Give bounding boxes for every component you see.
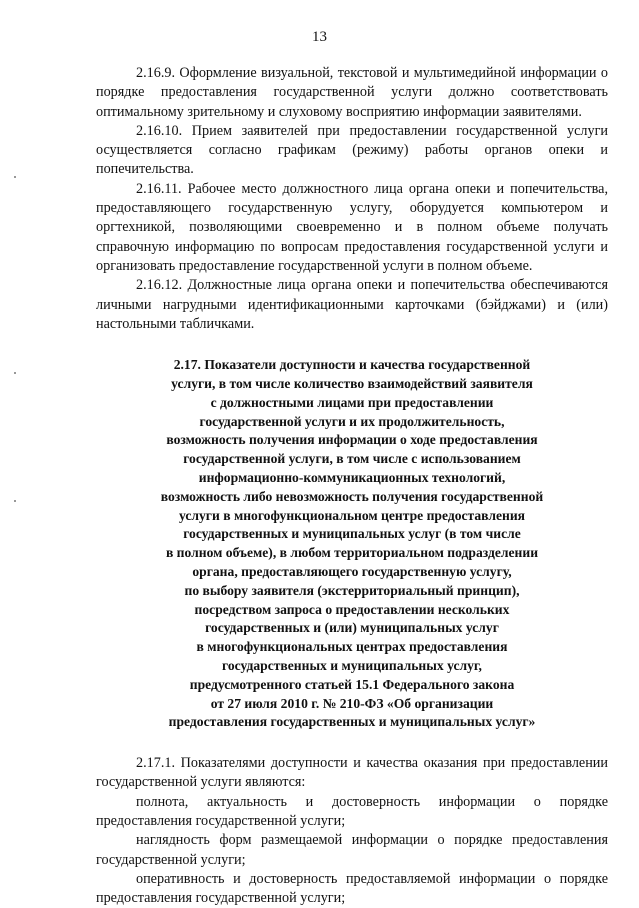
scan-speck-mark [14,372,16,374]
paragraph-2-17-1: 2.17.1. Показателями доступности и качества оказания при предоставлении государственной услуги являются: [96,755,608,791]
heading-line: по выбору заявителя (экстерриториальный принцип), [184,582,520,598]
heading-line: услуги в многофункциональном центре предоставления [178,507,526,523]
heading-line: информационно-коммуникационных технологий, [198,469,506,485]
heading-line: государственных и муниципальных услуг (в том числе [183,526,521,542]
heading-line: 2.17. Показатели доступности и качества государственной [173,357,531,373]
paragraph-2-16-9: 2.16.9. Оформление визуальной, текстовой и мультимедийной информации о порядке предоставления государственной услуги должно соответствовать оптимальному зрительному и слуховому восприятию информации заявителями. [96,65,608,120]
heading-line: органа, предоставляющего государственную услугу, [192,563,512,579]
heading-line: возможность получения информации о ходе предоставления [166,432,538,448]
heading-line: от 27 июля 2010 г. № 210-ФЗ «Об организации [210,695,494,711]
heading-line: государственной услуги и их продолжительность, [199,413,505,429]
heading-line: в полном объеме), в любом территориальном подразделении [165,545,539,561]
heading-line: государственных и муниципальных услуг, [222,657,482,673]
heading-line: услуги, в том числе количество взаимодействий заявителя [171,375,533,391]
scan-speck-mark [14,176,16,178]
heading-line: предусмотренного статьей 15.1 Федерального закона [189,676,515,692]
paragraph-2-16-10: 2.16.10. Прием заявителей при предоставлении государственной услуги осуществляется согласно графикам (режиму) работы органов опеки и попечительства. [96,122,608,178]
paragraph-2-16-12: 2.16.12. Должностные лица органа опеки и попечительства обеспечиваются личными нагрудными идентификационными карточками (бэйджами) и (или) настольными табличками. [96,277,608,332]
section-spacer [96,732,608,754]
list-item-promptness: оперативность и достоверность предоставляемой информации о порядке предоставления государственной услуги; [96,870,608,907]
heading-line: возможность либо невозможность получения государственной [160,488,544,504]
heading-line: государственной услуги, в том числе с использованием [183,451,521,467]
section-heading-2-17 [96,356,608,732]
document-body [96,64,608,908]
heading-line: с должностными лицами при предоставлении [210,394,494,410]
heading-line: государственных и (или) муниципальных услуг [205,620,499,636]
scan-speck-mark [14,500,16,502]
heading-line: посредством запроса о предоставлении нескольких [194,601,510,617]
paragraph-2-16-11: 2.16.11. Рабочее место должностного лица органа опеки и попечительства, предоставляющего государственную услугу, оборудуется компьютером и оргтехникой, позволяющими своевременно и в полном объеме получать справочную информацию по вопросам предоставления государственной услуги и организовать предоставление государственной услуги в полном объеме. [96,180,608,274]
list-item-clarity: наглядность форм размещаемой информации о порядке предоставления государственной услуги; [96,832,608,868]
heading-line: в многофункциональных центрах предоставления [196,639,508,655]
list-item-completeness: полнота, актуальность и достоверность информации о порядке предоставления государственной услуги; [96,793,608,829]
page-number: 13 [312,29,327,45]
heading-line: предоставления государственных и муниципальных услуг» [168,714,536,730]
